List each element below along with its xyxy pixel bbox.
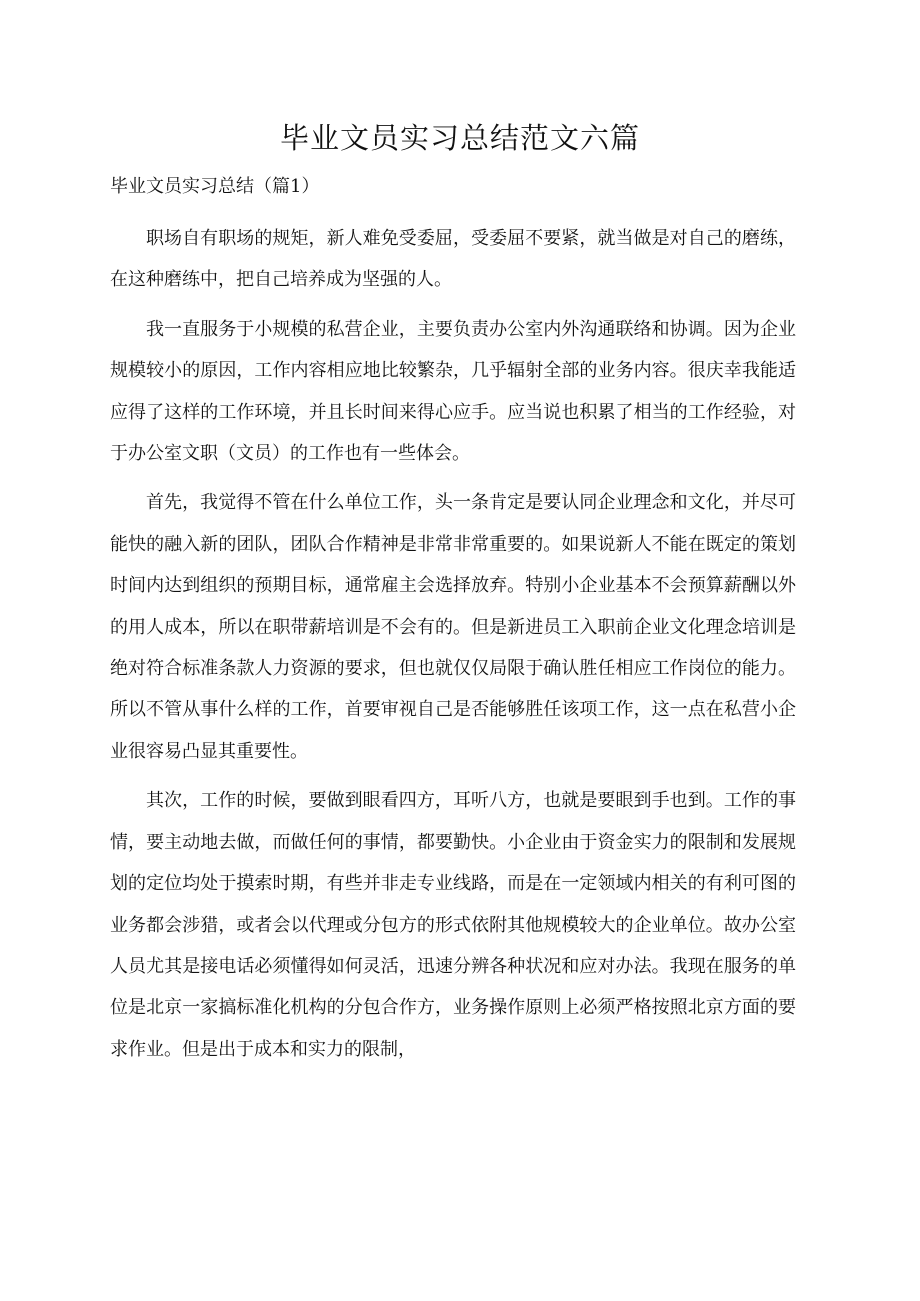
paragraph: 其次，工作的时候，要做到眼看四方，耳听八方，也就是要眼到手也到。工作的事情，要主动地去做，而做任何的事情，都要勤快。小企业由于资金实力的限制和发展规划的定位均处于摸索时期，有些并非走专业线路，而是在一定领域内相关的有利可图的业务都会涉猎，或者会以代理或分包方的形式依附其他规模较大的企业单位。故办公室人员尤其是接电话必须懂得如何灵活，迅速分辨各种状况和应对办法。我现在服务的单位是北京一家搞标准化机构的分包合作方，业务操作原则上必须严格按照北京方面的要求作业。但是出于成本和实力的限制， (110, 790, 796, 1060)
paragraph: 我一直服务于小规模的私营企业，主要负责办公室内外沟通联络和协调。因为企业规模较小的原因，工作内容相应地比较繁杂，几乎辐射全部的业务内容。很庆幸我能适应得了这样的工作环境，并且长时间来得心应手。应当说也积累了相当的工作经验，对于办公室文职（文员）的工作也有一些体会。 (110, 318, 796, 465)
section-heading: 毕业文员实习总结（篇1） (110, 176, 320, 197)
paragraph: 首先，我觉得不管在什么单位工作，头一条肯定是要认同企业理念和文化，并尽可能快的融入新的团队，团队合作精神是非常非常重要的。如果说新人不能在既定的策划时间内达到组织的预期目标，通常雇主会选择放弃。特别小企业基本不会预算薪酬以外的用人成本，所以在职带薪培训是不会有的。但是新进员工入职前企业文化理念培训是绝对符合标准条款人力资源的要求，但也就仅仅局限于确认胜任相应工作岗位的能力。所以不管从事什么样的工作，首要审视自己是否能够胜任该项工作，这一点在私营小企业很容易凸显其重要性。 (110, 492, 796, 762)
document-title: 毕业文员实习总结范文六篇 (279, 121, 640, 155)
document-body (110, 218, 796, 1078)
paragraph: 职场自有职场的规矩，新人难免受委屈，受委屈不要紧，就当做是对自己的磨练，在这种磨练中，把自己培养成为坚强的人。 (110, 228, 796, 291)
